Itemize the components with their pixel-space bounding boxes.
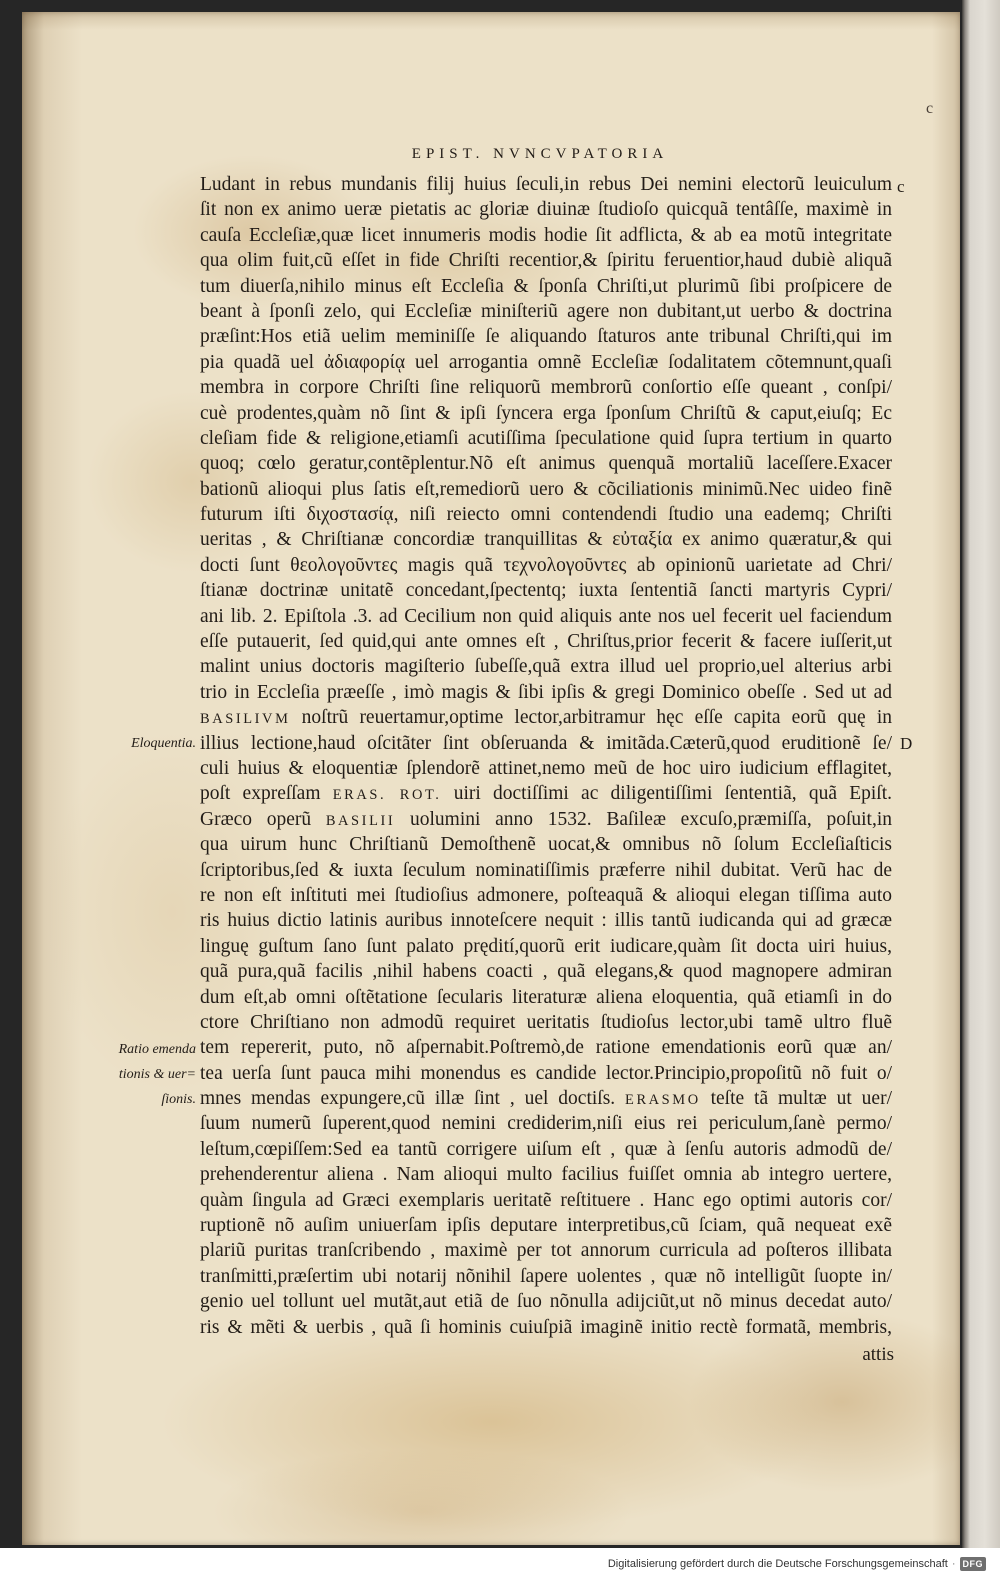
margin-note-ratio-line-2: tionis & uer=	[118, 1067, 196, 1082]
text-line: docti ſunt θεολογοῦντες magis quã τεχνολογοῦντες ab opinionũ uarietate ad Chri/	[200, 554, 892, 576]
corner-pencil-mark: c	[926, 100, 934, 117]
small-caps-name: BASILIVM	[200, 711, 291, 728]
text-line: ueritas , & Chriſtianæ concordiæ tranquillitas & εὐταξία ex animo quæratur,& qui	[200, 529, 892, 551]
text-line: malint unius doctoris magiſterio ſubeſſe,quã extra illud uel proprio,uel alterius arbi	[200, 656, 892, 678]
text-line: ſtianæ doctrinæ unitatẽ concedant,ſpectentq; iuxta ſententiã ſancti martyris Cypri/	[200, 580, 892, 602]
text-line: dum eſt,ab omni oſtẽtatione ſecularis literaturæ aliena eloquentia, quã etiamſi in do	[200, 986, 892, 1008]
text-line: cleſiam fide & religione,etiamſi acutiſſima ſpeculatione quid ſupra tertium in quarto	[200, 427, 892, 449]
text-line: plariũ puritas tranſcribendo , maximè per tot annorum curricula ad poſteros illibata	[200, 1240, 892, 1262]
text-line: re non eſt inſtituti mei ſtudioſius admonere, poſteaquã & alioqui elegan tiſſima auto	[200, 884, 892, 906]
margin-note-eloquentia: Eloquentia.	[131, 736, 196, 751]
text-line: leſtum,cœpiſſem:Sed ea tantũ corrigere uiſum eſt , quæ à ſenſu autoris admodũ de/	[200, 1138, 892, 1160]
dfg-logo-icon: DFG	[960, 1557, 987, 1571]
text-line: tea uerſa ſunt pauca mihi monendus es candide lector.Principio,propoſitũ nõ fuit o/	[200, 1062, 892, 1084]
signature-mark-d: D	[900, 734, 913, 753]
text-line: linguę guſtum ſano ſunt palato prędití,quorũ erit iudicare,quàm ſit docta uiri huius,	[200, 935, 892, 957]
small-caps-name: ERAS. ROT.	[332, 787, 442, 804]
text-line: poſt expreſſam ERAS. ROT. uiri doctiſſimi ac diligentiſſimi ſententiã, quã Epiſt.	[200, 783, 892, 805]
text-line: futurum iſti διχοστασίᾳ, niſi reiecto omni contendendi ſtudio una eademq; Chriſti	[200, 504, 892, 526]
text-line: tum diuerſa,nihilo minus eſt Eccleſia & ſponſa Chriſti,ut plurimũ ſibi proſpicere de	[200, 275, 892, 297]
text-line: genio uel tollunt uel mutãt,aut etiã de ſuo nõnulla adijciũt,ut nõ minus decedat auto/	[200, 1291, 892, 1313]
small-caps-name: BASILII	[325, 812, 396, 829]
text-line: cauſa Eccleſiæ,quæ licet innumeris modis hodie ſit adflicta, & ab ea motũ integritate	[200, 224, 892, 246]
footer-credit-text: Digitalisierung gefördert durch die Deutsche Forschungsgemeinschaft	[607, 1558, 948, 1570]
text-line: Ludant in rebus mundanis filij huius ſeculi,in rebus Dei nemini electorũ leuiculum	[200, 174, 892, 195]
text-line: ris & mẽti & uerbis , quã ſi hominis cuiuſpiã imaginẽ initio rectè formatã, membris,	[200, 1316, 892, 1338]
small-caps-name: ERASMO	[625, 1092, 701, 1109]
text-line: culi huius & eloquentiæ ſplendorẽ attinet,nemo meũ de hoc uiro iudicium efflagitet,	[200, 757, 892, 779]
text-line: mnes mendas expungere,cũ illæ ſint , uel doctiſs. ERASMO teſte tã multæ ut uer/	[200, 1088, 892, 1110]
text-line: cuè prodentes,quàm nõ ſint & ipſi ſyncera erga ſponſum Chriſtũ & caput,eiuſq; Ec	[200, 402, 892, 424]
margin-note-ratio-line-1: Ratio emenda	[118, 1042, 196, 1057]
text-line: beant à ſponſi zelo, qui Eccleſiæ miniſteriũ agere non dubitant,ut uerbo & doctrina	[200, 300, 892, 322]
text-line: BASILIVM noſtrũ reuertamur,optime lector,arbitramur hęc eſſe capita eorũ quę in	[200, 707, 892, 729]
text-line: ctore Chriſtiano non admodũ requiret ueritatis ſtudioſus lector,ubi tamẽ ultro fluẽ	[200, 1011, 892, 1033]
text-line: tranſmitti,præſertim ubi notarij nõnihil ſapere uolentes , quæ nõ intelligũt ſuopte in/	[200, 1265, 892, 1287]
text-line: quoq; cœlo geratur,contẽplentur.Nõ eſt animus quenquã mortaliũ laceſſere.Exacer	[200, 453, 892, 475]
digitization-footer	[0, 1548, 1000, 1580]
text-line: trio in Eccleſia præeſſe , imò magis & ſibi ipſis & gregi Dominico obeſſe . Sed ut ad	[200, 681, 892, 703]
text-line: Græco operũ BASILII uolumini anno 1532. Baſileæ excuſo,præmiſſa, poſuit,in	[200, 808, 892, 830]
signature-mark-c: c	[897, 177, 905, 196]
catchword: attis	[862, 1344, 894, 1365]
text-line: quã pura,quã facilis ,nihil habens coacti , quã elegans,& quod magnopere admiran	[200, 961, 892, 983]
text-line: ſuum numerũ ſuperent,quod nemini crediderim,niſi eius rei periculum,ſanè permo/	[200, 1113, 892, 1135]
adjacent-page-edge	[962, 0, 1000, 1548]
text-line: qua olim fuit,cũ eſſet in fide Chriſti recentior,& ſpiritu feruentior,haud dubiè aliquã	[200, 250, 892, 272]
text-line: ruptionẽ nõ auſim uniuerſam ipſis deputare interpretibus,cũ ſciam, quã nequeat exẽ	[200, 1215, 892, 1237]
running-head: EPIST. NVNCVPATORIA	[411, 146, 669, 162]
body-text	[200, 172, 892, 1340]
text-line: prehenderentur aliena . Nam alioqui multo facilius fuiſſet omnia ab integro uertere,	[200, 1164, 892, 1186]
footer-separator: ·	[951, 1558, 956, 1570]
text-line: ſcriptoribus,ſed & iuxta ſeculum nominatiſſimis præferre nihil dubitat. Verũ hac de	[200, 859, 892, 881]
text-line: ris huius dictio latinis auribus innoteſcere nequit : illis tantũ iudicanda qui ad græcæ	[200, 910, 892, 932]
text-line: quàm ſingula ad Græci exemplaris ueritatẽ reſtituere . Hanc ego optimi autoris cor/	[200, 1189, 892, 1211]
margin-note-ratio-line-3: ſionis.	[161, 1092, 196, 1107]
text-line: pia quadã uel ἀδιαφορίᾳ uel arrogantia omnẽ Eccleſiæ ſodalitatem cõtemnunt,quaſi	[200, 351, 892, 373]
text-line: membra in corpore Chriſti ſine reliquorũ membrorũ conſortio eſſe queant , conſpi/	[200, 377, 892, 399]
text-line: ani lib. 2. Epiſtola .3. ad Cecilium non quid aliquis ante nos uel fecerit uel faciendum	[200, 605, 892, 627]
text-line: bationũ alioqui plus ſatis eſt,remediorũ uero & cõciliationis minimũ.Nec uideo finẽ	[200, 478, 892, 500]
text-line: illius lectione,haud oſcitãter ſint obſeruanda & imitãda.Cæterũ,quod eruditionẽ ſe/	[200, 732, 892, 754]
text-line: præſint:Hos etiã uelim meminiſſe ſe aliquando ſtaturos ante tribunal Chriſti,qui im	[200, 326, 892, 348]
text-line: tem repererit, puto, nõ aſpernabit.Poſtremò,de ratione emendationis eorũ quæ an/	[200, 1037, 892, 1059]
text-line: eſſe putauerit, ſed quid,qui ante omnes eſt , Chriſtus,prior fecerit & facere iuſſerit,ut	[200, 631, 892, 653]
text-line: ſit non ex animo ueræ pietatis ac gloriæ diuinæ ſtudioſo quicquã tentâſſe, maximè in	[200, 199, 892, 221]
text-line: qua uirum hunc Chriſtianũ Demoſthenẽ uocat,& omnibus nõ ſolum Eccleſiaſticis	[200, 834, 892, 856]
